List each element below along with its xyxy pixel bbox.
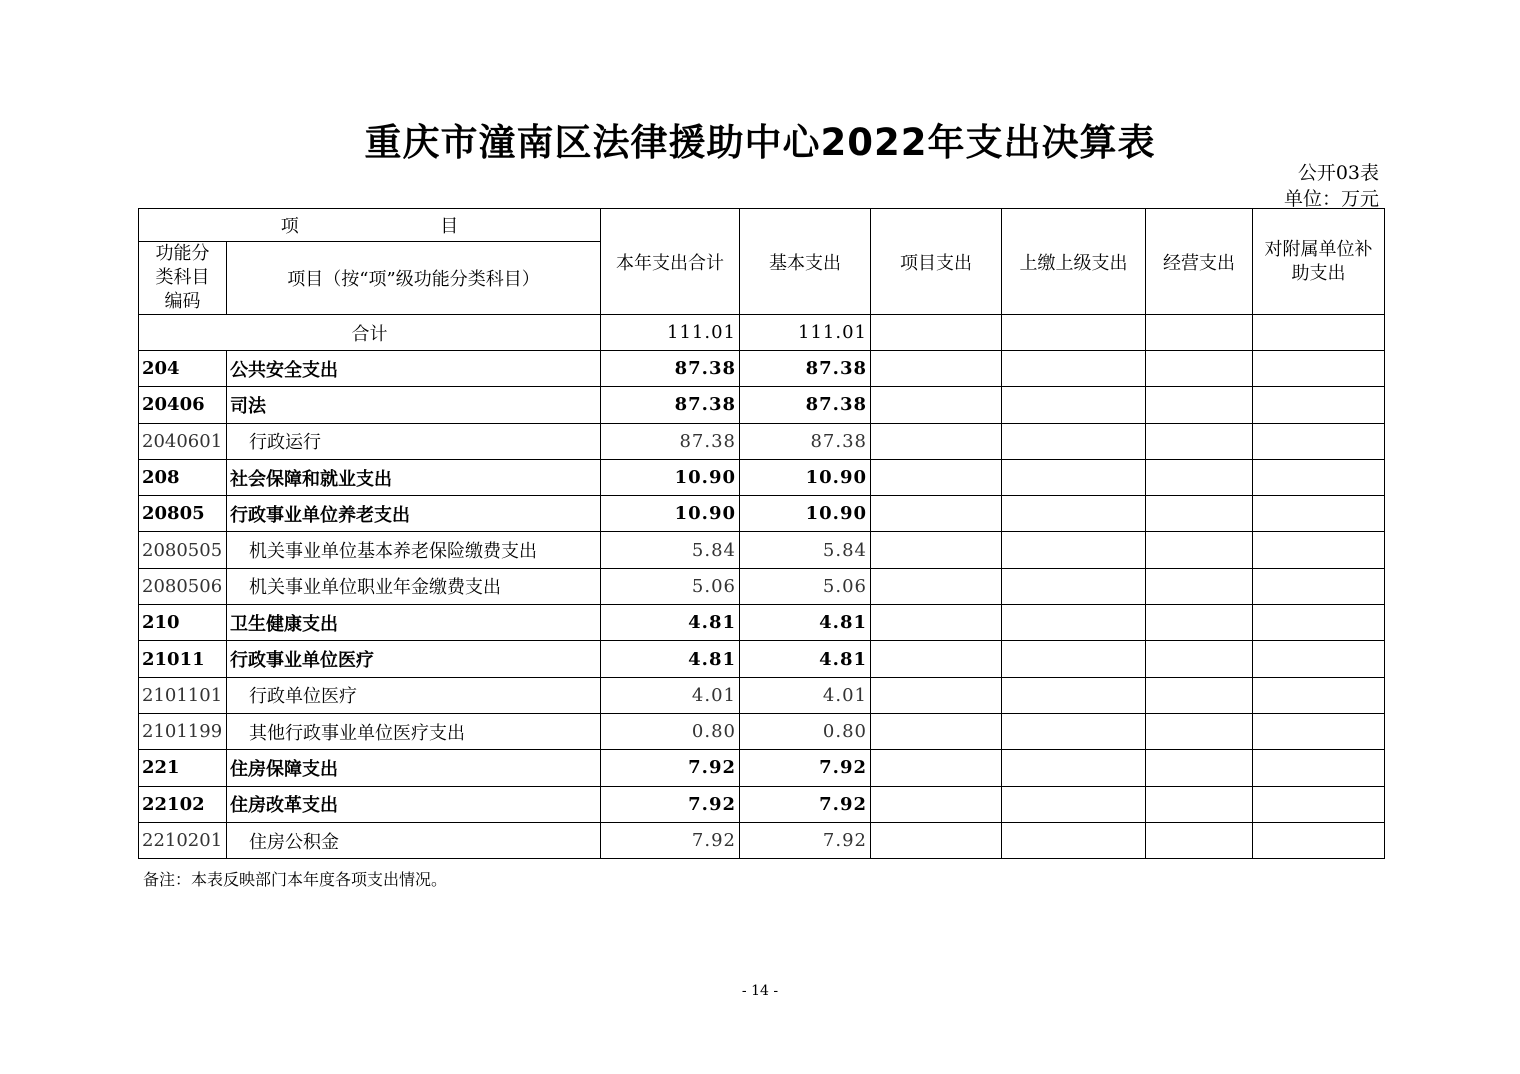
row-upper	[1002, 786, 1146, 822]
row-code: 2101199	[139, 713, 227, 749]
row-total: 7.92	[601, 822, 740, 858]
row-upper	[1002, 641, 1146, 677]
row-subsidy	[1253, 786, 1385, 822]
row-total: 4.01	[601, 677, 740, 713]
row-upper	[1002, 677, 1146, 713]
table-row	[139, 532, 1385, 568]
row-name: 行政事业单位养老支出	[227, 496, 601, 532]
row-subsidy	[1253, 605, 1385, 641]
row-total: 5.06	[601, 568, 740, 604]
row-project	[871, 750, 1002, 786]
row-code: 221	[139, 750, 227, 786]
row-name: 住房公积金	[227, 822, 601, 858]
row-project	[871, 713, 1002, 749]
row-name: 卫生健康支出	[227, 605, 601, 641]
row-basic: 0.80	[740, 713, 871, 749]
row-subsidy	[1253, 822, 1385, 858]
row-name: 住房保障支出	[227, 750, 601, 786]
table-row	[139, 351, 1385, 387]
header-item-group-b: 目	[440, 216, 459, 237]
row-name: 行政事业单位医疗	[227, 641, 601, 677]
row-subsidy	[1253, 496, 1385, 532]
row-code: 2040601	[139, 423, 227, 459]
table-body	[139, 351, 1385, 859]
row-basic: 87.38	[740, 387, 871, 423]
row-basic: 4.81	[740, 641, 871, 677]
row-total: 87.38	[601, 351, 740, 387]
row-business	[1146, 387, 1253, 423]
header-subsidy: 对附属单位补助支出	[1253, 209, 1385, 315]
row-project	[871, 459, 1002, 495]
total-basic: 111.01	[740, 315, 871, 351]
row-basic: 7.92	[740, 750, 871, 786]
row-subsidy	[1253, 677, 1385, 713]
expenditure-table	[138, 208, 1385, 859]
row-project	[871, 641, 1002, 677]
header-name: 项目（按“项”级功能分类科目）	[227, 242, 601, 315]
row-basic: 5.06	[740, 568, 871, 604]
row-business	[1146, 750, 1253, 786]
row-total: 87.38	[601, 387, 740, 423]
row-code: 204	[139, 351, 227, 387]
row-upper	[1002, 822, 1146, 858]
row-project	[871, 822, 1002, 858]
row-upper	[1002, 532, 1146, 568]
row-project	[871, 532, 1002, 568]
table-row	[139, 605, 1385, 641]
row-code: 20406	[139, 387, 227, 423]
table-row	[139, 822, 1385, 858]
row-basic: 4.01	[740, 677, 871, 713]
table-row	[139, 750, 1385, 786]
row-basic: 87.38	[740, 423, 871, 459]
row-business	[1146, 822, 1253, 858]
row-business	[1146, 605, 1253, 641]
table-row	[139, 387, 1385, 423]
row-name: 行政单位医疗	[227, 677, 601, 713]
row-code: 21011	[139, 641, 227, 677]
row-basic: 5.84	[740, 532, 871, 568]
row-project	[871, 496, 1002, 532]
header-item-group	[139, 209, 601, 242]
row-subsidy	[1253, 423, 1385, 459]
page-number: - 14 -	[741, 983, 779, 999]
row-subsidy	[1253, 459, 1385, 495]
row-basic: 7.92	[740, 822, 871, 858]
row-business	[1146, 786, 1253, 822]
form-number: 公开03表	[1297, 162, 1379, 184]
row-total: 0.80	[601, 713, 740, 749]
row-project	[871, 351, 1002, 387]
header-business: 经营支出	[1146, 209, 1253, 315]
table-row	[139, 786, 1385, 822]
row-name: 行政运行	[227, 423, 601, 459]
header-basic: 基本支出	[740, 209, 871, 315]
row-basic: 87.38	[740, 351, 871, 387]
row-business	[1146, 496, 1253, 532]
row-business	[1146, 568, 1253, 604]
row-basic: 10.90	[740, 459, 871, 495]
row-basic: 7.92	[740, 786, 871, 822]
row-name: 住房改革支出	[227, 786, 601, 822]
row-upper	[1002, 568, 1146, 604]
table-row	[139, 568, 1385, 604]
row-total: 87.38	[601, 423, 740, 459]
row-name: 社会保障和就业支出	[227, 459, 601, 495]
row-business	[1146, 641, 1253, 677]
row-upper	[1002, 423, 1146, 459]
header-item-group-a: 项	[280, 216, 299, 237]
row-code: 2080506	[139, 568, 227, 604]
row-upper	[1002, 351, 1146, 387]
row-code: 210	[139, 605, 227, 641]
row-name: 公共安全支出	[227, 351, 601, 387]
row-total: 4.81	[601, 605, 740, 641]
row-upper	[1002, 496, 1146, 532]
row-project	[871, 677, 1002, 713]
page-title: 重庆市潼南区法律援助中心2022年支出决算表	[364, 121, 1156, 164]
row-total: 7.92	[601, 786, 740, 822]
row-project	[871, 387, 1002, 423]
row-code: 20805	[139, 496, 227, 532]
row-total: 4.81	[601, 641, 740, 677]
row-total: 10.90	[601, 459, 740, 495]
table-row	[139, 641, 1385, 677]
table-row	[139, 459, 1385, 495]
row-business	[1146, 351, 1253, 387]
row-business	[1146, 677, 1253, 713]
row-code: 22102	[139, 786, 227, 822]
row-upper	[1002, 459, 1146, 495]
row-upper	[1002, 750, 1146, 786]
row-subsidy	[1253, 750, 1385, 786]
row-code: 2101101	[139, 677, 227, 713]
footnote: 备注：本表反映部门本年度各项支出情况。	[143, 870, 448, 889]
row-business	[1146, 423, 1253, 459]
header-project: 项目支出	[871, 209, 1002, 315]
row-upper	[1002, 713, 1146, 749]
row-name: 其他行政事业单位医疗支出	[227, 713, 601, 749]
row-project	[871, 423, 1002, 459]
header-code: 功能分类科目编码	[139, 242, 227, 315]
row-business	[1146, 532, 1253, 568]
row-project	[871, 568, 1002, 604]
row-code: 208	[139, 459, 227, 495]
table-row	[139, 713, 1385, 749]
row-subsidy	[1253, 568, 1385, 604]
row-subsidy	[1253, 387, 1385, 423]
row-subsidy	[1253, 351, 1385, 387]
row-total: 7.92	[601, 750, 740, 786]
table-row	[139, 423, 1385, 459]
row-upper	[1002, 605, 1146, 641]
row-project	[871, 786, 1002, 822]
unit-label: 单位：万元	[1283, 188, 1379, 210]
row-basic: 4.81	[740, 605, 871, 641]
table-row	[139, 496, 1385, 532]
row-business	[1146, 459, 1253, 495]
row-total: 5.84	[601, 532, 740, 568]
row-name: 司法	[227, 387, 601, 423]
header-total: 本年支出合计	[601, 209, 740, 315]
row-basic: 10.90	[740, 496, 871, 532]
row-code: 2080505	[139, 532, 227, 568]
table-row	[139, 677, 1385, 713]
row-code: 2210201	[139, 822, 227, 858]
row-upper	[1002, 387, 1146, 423]
row-business	[1146, 713, 1253, 749]
row-subsidy	[1253, 713, 1385, 749]
total-amount: 111.01	[601, 315, 740, 351]
row-project	[871, 605, 1002, 641]
row-total: 10.90	[601, 496, 740, 532]
row-name: 机关事业单位基本养老保险缴费支出	[227, 532, 601, 568]
row-subsidy	[1253, 641, 1385, 677]
total-label: 合计	[139, 315, 601, 351]
table-header	[139, 209, 1385, 351]
row-name: 机关事业单位职业年金缴费支出	[227, 568, 601, 604]
header-upper: 上缴上级支出	[1002, 209, 1146, 315]
row-subsidy	[1253, 532, 1385, 568]
